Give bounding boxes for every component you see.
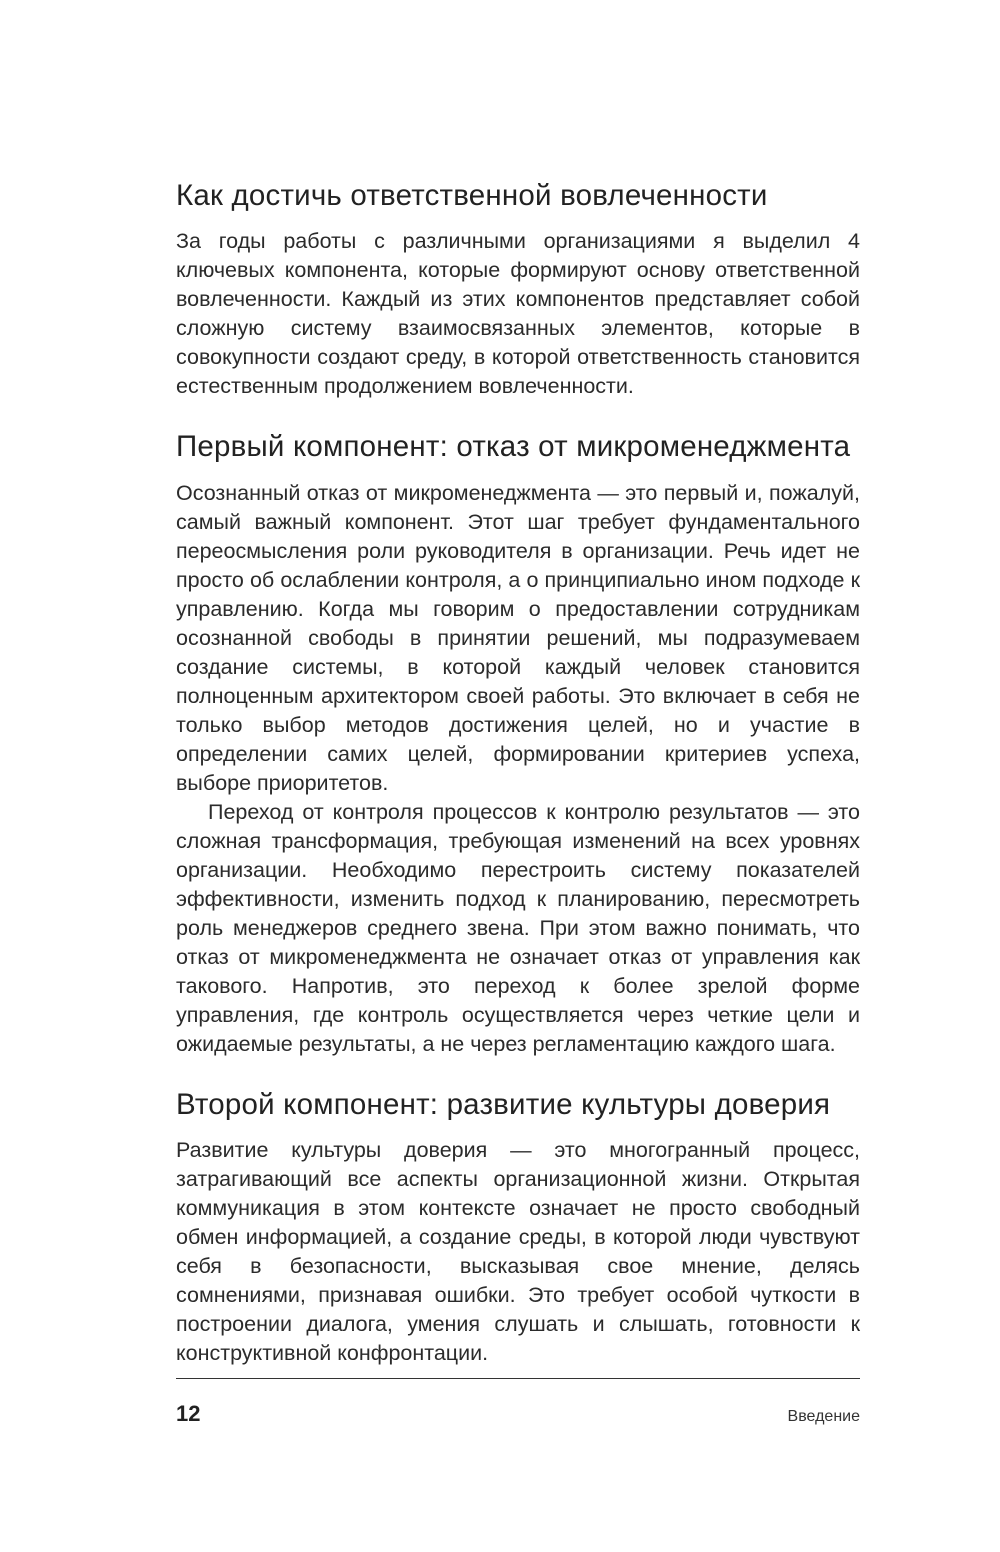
footer-divider (176, 1378, 860, 1379)
section-heading: Первый компонент: отказ от микроменеджмента (176, 430, 851, 464)
section-heading: Второй компонент: развитие культуры доверия (176, 1087, 831, 1121)
paragraph: Переход от контроля процессов к контролю результатов — это сложная трансформация, требующая изменений на всех уровнях организации. Необходимо перестроить систему показателей эффективности, изменить подход к планированию, пересмотреть роль менеджеров среднего звена. При этом важно понимать, что отказ от микроменеджмента не означает отказ от управления как такового. Напротив, это переход к более зрелой форме управления, где контроль осуществляется через четкие цели и ожидаемые результаты, а не через регламентацию каждого шага. (176, 799, 860, 1056)
page-body (176, 178, 860, 1394)
section-heading: Как достичь ответственной вовлеченности (176, 179, 768, 212)
running-title: Введение (787, 1408, 860, 1425)
paragraph: За годы работы с различными организациями я выделил 4 ключевых компонента, которые формируют основу ответственной вовлеченности. Каждый из этих компонентов представляет собой сложную систему взаимосвязанных элементов, которые в совокупности создают среду, в которой ответственность становится естественным продолжением вовлеченности. (176, 229, 860, 399)
paragraph: Развитие культуры доверия — это многогранный процесс, затрагивающий все аспекты организационной жизни. Открытая коммуникация в этом контексте означает не просто свободный обмен информацией, а создание среды, в которой люди чувствуют себя в безопасности, высказывая свое мнение, делясь сомнениями, признавая ошибки. Это требует особой чуткости в построении диалога, умения слушать и слышать, готовности к конструктивной конфронтации. (176, 1138, 860, 1366)
section-trust-culture (176, 1087, 860, 1368)
footer-row (176, 1401, 860, 1427)
section-engagement (176, 178, 860, 401)
paragraph: Осознанный отказ от микроменеджмента — это первый и, пожалуй, самый важный компонент. Этот шаг требует фундаментального переосмысления роли руководителя в организации. Речь идет не просто об ослаблении контроля, а о принципиально ином подходе к управлению. Когда мы говорим о предоставлении сотрудникам осознанной свободы в принятии решений, мы подразумеваем создание системы, в которой каждый человек становится полноценным архитектором своей работы. Это включает в себя не только выбор методов достижения целей, но и участие в определении самих целей, формировании критериев успеха, выборе приоритетов. (176, 480, 860, 795)
page-number: 12 (176, 1401, 201, 1426)
section-micromanagement (176, 429, 860, 1058)
page-footer (176, 1378, 860, 1427)
